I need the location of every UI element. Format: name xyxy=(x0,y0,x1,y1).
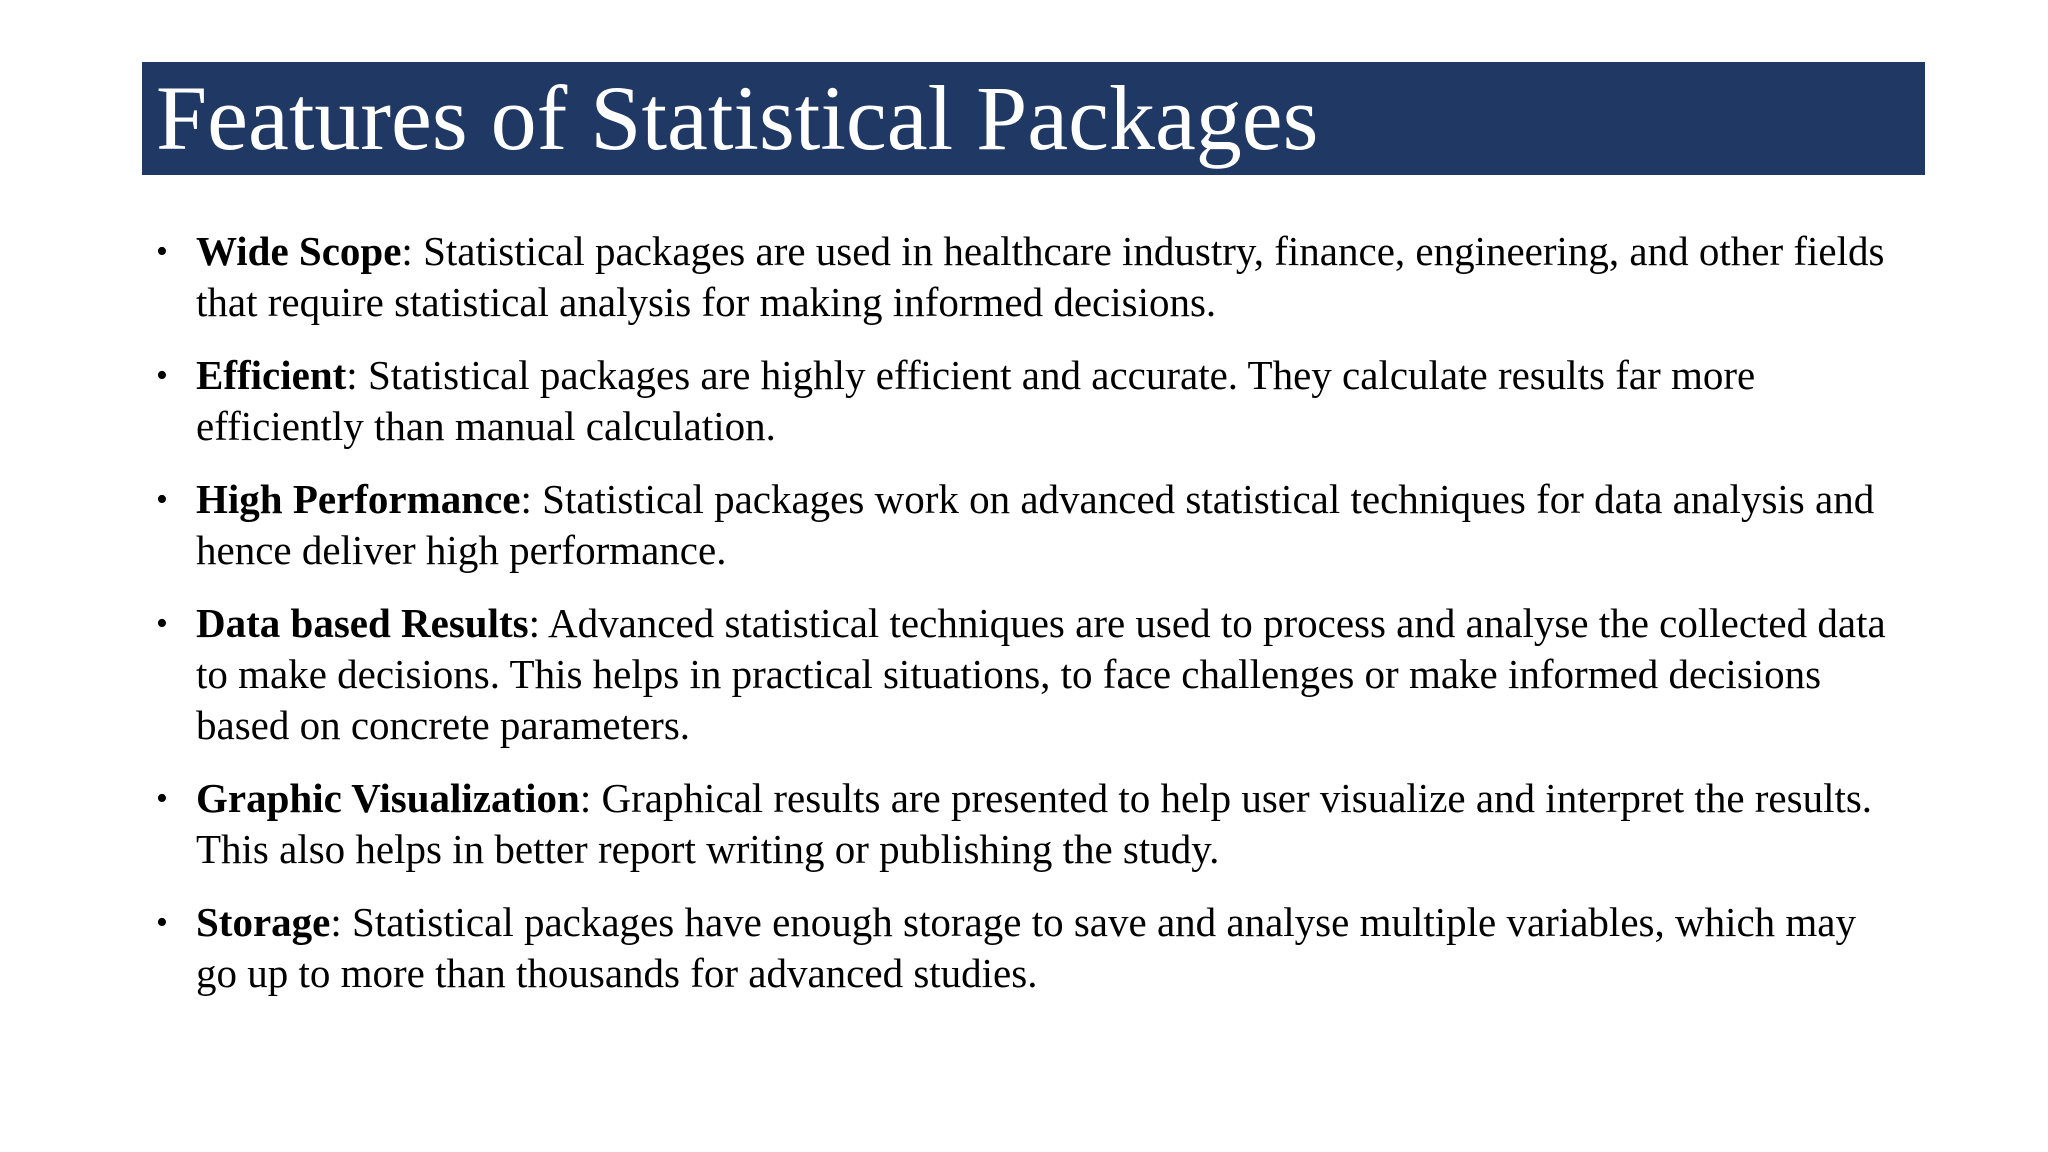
bullet-item-efficient xyxy=(150,350,1890,452)
bullet-separator: : xyxy=(520,476,532,522)
bullet-separator: : xyxy=(330,899,342,945)
bullet-item-data-based-results xyxy=(150,598,1890,751)
bullet-list xyxy=(150,226,1890,1021)
bullet-icon: • xyxy=(156,605,168,642)
bullet-item-wide-scope xyxy=(150,226,1890,328)
bullet-item-storage xyxy=(150,897,1890,999)
bullet-text: Statistical packages work on advanced statistical techniques for data analysis and hence deliver high performance. xyxy=(196,476,1875,573)
bullet-icon: • xyxy=(156,233,168,270)
bullet-icon: • xyxy=(156,481,168,518)
bullet-item-high-performance xyxy=(150,474,1890,576)
bullet-separator: : xyxy=(579,775,592,821)
bullet-text: Statistical packages are highly efficient and accurate. They calculate results far more efficiently than manual calculation. xyxy=(196,352,1756,449)
bullet-term: Storage xyxy=(196,899,331,945)
bullet-text: Graphical results are presented to help user visualize and interpret the results. This also helps in better report writing or publishing the study. xyxy=(196,775,1873,872)
bullet-term: Data based Results xyxy=(196,600,529,646)
bullet-term: Wide Scope xyxy=(196,228,402,274)
bullet-icon: • xyxy=(156,780,168,817)
bullet-text: Advanced statistical techniques are used to process and analyse the collected data to make decisions. This helps in practical situations, to face challenges or make informed decisions based on concrete parameters. xyxy=(196,600,1886,748)
bullet-term: Graphic Visualization xyxy=(196,775,580,821)
bullet-separator: : xyxy=(528,600,540,646)
bullet-separator: : xyxy=(346,352,358,398)
title-bar xyxy=(142,62,1925,175)
bullet-text: Statistical packages have enough storage to save and analyse multiple variables, which may go up to more than thousands for advanced studies. xyxy=(196,899,1857,996)
bullet-separator: : xyxy=(401,228,413,274)
bullet-term: Efficient xyxy=(196,352,347,398)
bullet-icon: • xyxy=(156,904,168,941)
bullet-text: Statistical packages are used in healthcare industry, finance, engineering, and other fields that require statistical analysis for making informed decisions. xyxy=(196,228,1885,325)
bullet-icon: • xyxy=(156,357,168,394)
bullet-item-graphic-visualization xyxy=(150,773,1890,875)
slide-title: Features of Statistical Packages xyxy=(156,67,1319,169)
bullet-term: High Performance xyxy=(196,476,521,522)
